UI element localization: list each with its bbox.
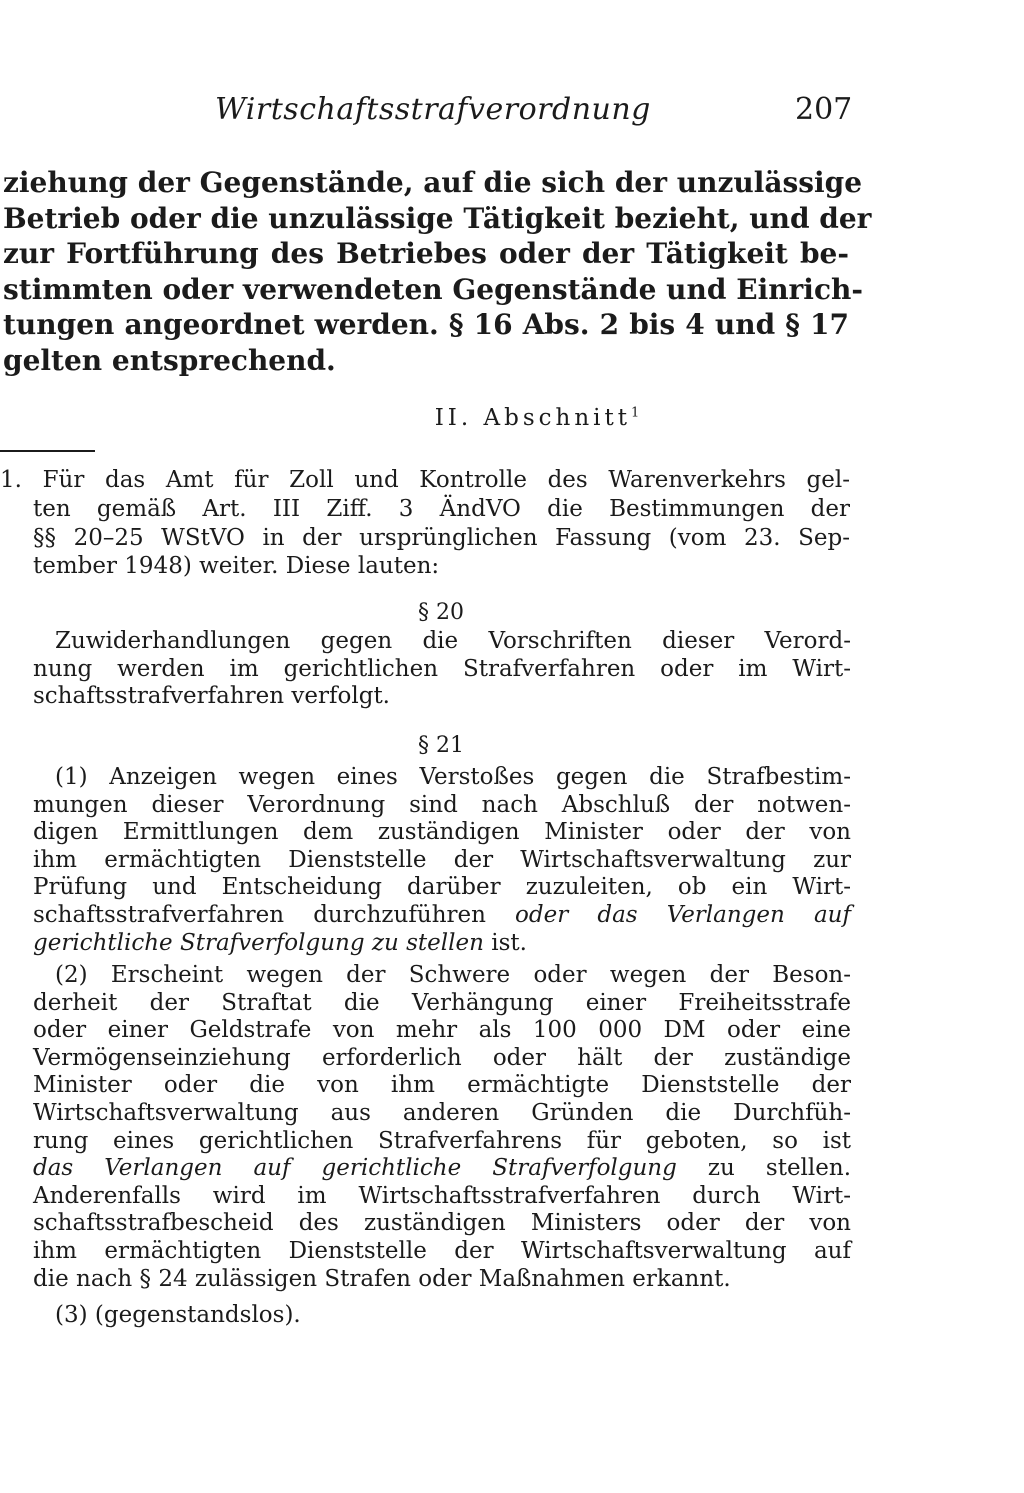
text-line: (2) Erscheint wegen der Schwere oder wegen der Beson- (55, 962, 851, 988)
text-line: mungen dieser Verordnung sind nach Abschluß der notwen- (33, 791, 851, 818)
text-line: 1. Für das Amt für Zoll und Kontrolle des Warenverkehrs gel- (0, 467, 850, 493)
text-line: schaftsstrafbescheid des zuständigen Ministers oder der von (33, 1210, 851, 1237)
text-line: ten gemäß Art. III Ziff. 3 ÄndVO die Bestimmungen der (33, 495, 850, 522)
page-header (0, 92, 1024, 136)
paragraph-21-sub-2 (33, 962, 851, 1293)
text-line: §§ 20–25 WStVO in der ursprünglichen Fassung (vom 23. Sep- (33, 524, 850, 551)
text-line: die nach § 24 zulässigen Strafen oder Maßnahmen erkannt. (33, 1265, 731, 1292)
page-number: 207 (795, 92, 853, 127)
text-line: Anderenfalls wird im Wirtschaftsstrafverfahren durch Wirt- (33, 1182, 851, 1209)
paragraph-21-sub-1 (33, 764, 851, 957)
text-line: gelten entsprechend. (3, 343, 336, 377)
text-line: digen Ermittlungen dem zuständigen Minister oder der von (33, 819, 851, 846)
footnote-reference: 1 (631, 405, 640, 421)
text-line: Betrieb oder die unzulässige Tätigkeit bezieht, und der (3, 201, 872, 235)
emphasized-text: das Verlangen auf gerichtliche Strafverfolgung (33, 1155, 677, 1182)
paragraph-heading-21: § 21 (418, 733, 464, 758)
text-line: ziehung der Gegenstände, auf die sich der unzulässige (3, 166, 863, 199)
section-title: II. Abschnitt (434, 405, 631, 431)
text-line: Zuwiderhandlungen gegen die Vorschriften dieser Verord- (55, 628, 851, 654)
paragraph-20-text (33, 628, 851, 711)
text-line: rung eines gerichtlichen Strafverfahrens für geboten, so ist (33, 1127, 851, 1154)
text-line: nung werden im gerichtlichen Strafverfahren oder im Wirt- (33, 655, 851, 682)
text-line-mixed (33, 930, 851, 958)
text-line: Wirtschaftsverwaltung aus anderen Gründen die Durchfüh- (33, 1099, 851, 1126)
plain-text: ist. (491, 929, 527, 956)
footnote-intro (0, 466, 850, 581)
plain-text: schaftsstrafverfahren durchzuführen (33, 901, 486, 928)
plain-text: zu stellen. (707, 1155, 852, 1182)
text-line: Prüfung und Entscheidung darüber zuzuleiten, ob ein Wirt- (33, 874, 851, 901)
paragraph-heading-20: § 20 (418, 600, 464, 625)
text-line: Minister oder die von ihm ermächtigte Dienststelle der (33, 1072, 851, 1099)
text-line: tungen angeordnet werden. § 16 Abs. 2 bis 4 und § 17 (3, 308, 849, 341)
emphasized-text: oder das Verlangen auf (515, 901, 851, 928)
text-line: ihm ermächtigten Dienststelle der Wirtschaftsverwaltung auf (33, 1237, 851, 1264)
text-line-mixed (33, 902, 851, 930)
running-title: Wirtschaftsstrafverordnung (215, 92, 651, 127)
text-line: Vermögenseinziehung erforderlich oder hält der zuständige (33, 1044, 851, 1071)
main-paragraph (3, 165, 872, 378)
text-line: ihm ermächtigten Dienststelle der Wirtschaftsverwaltung zur (33, 846, 851, 873)
paragraph-21-sub-3 (33, 1302, 851, 1330)
text-line: tember 1948) weiter. Diese lauten: (33, 553, 440, 580)
footnote-divider (0, 450, 95, 452)
text-line: zur Fortführung des Betriebes oder der Tätigkeit be- (3, 237, 849, 270)
text-line: (3) (gegenstandslos). (55, 1302, 301, 1328)
text-line: schaftsstrafverfahren verfolgt. (33, 683, 390, 710)
emphasized-text: gerichtliche Strafverfolgung zu stellen (33, 929, 484, 956)
section-heading (0, 405, 1024, 431)
text-line: stimmten oder verwendeten Gegenstände und Einrich- (3, 272, 863, 306)
text-line-mixed (33, 1155, 851, 1183)
text-line: oder einer Geldstrafe von mehr als 100 000 DM oder eine (33, 1017, 851, 1044)
text-line: (1) Anzeigen wegen eines Verstoßes gegen die Strafbestim- (55, 764, 851, 790)
text-line: derheit der Straftat die Verhängung einer Freiheitsstrafe (33, 989, 851, 1016)
